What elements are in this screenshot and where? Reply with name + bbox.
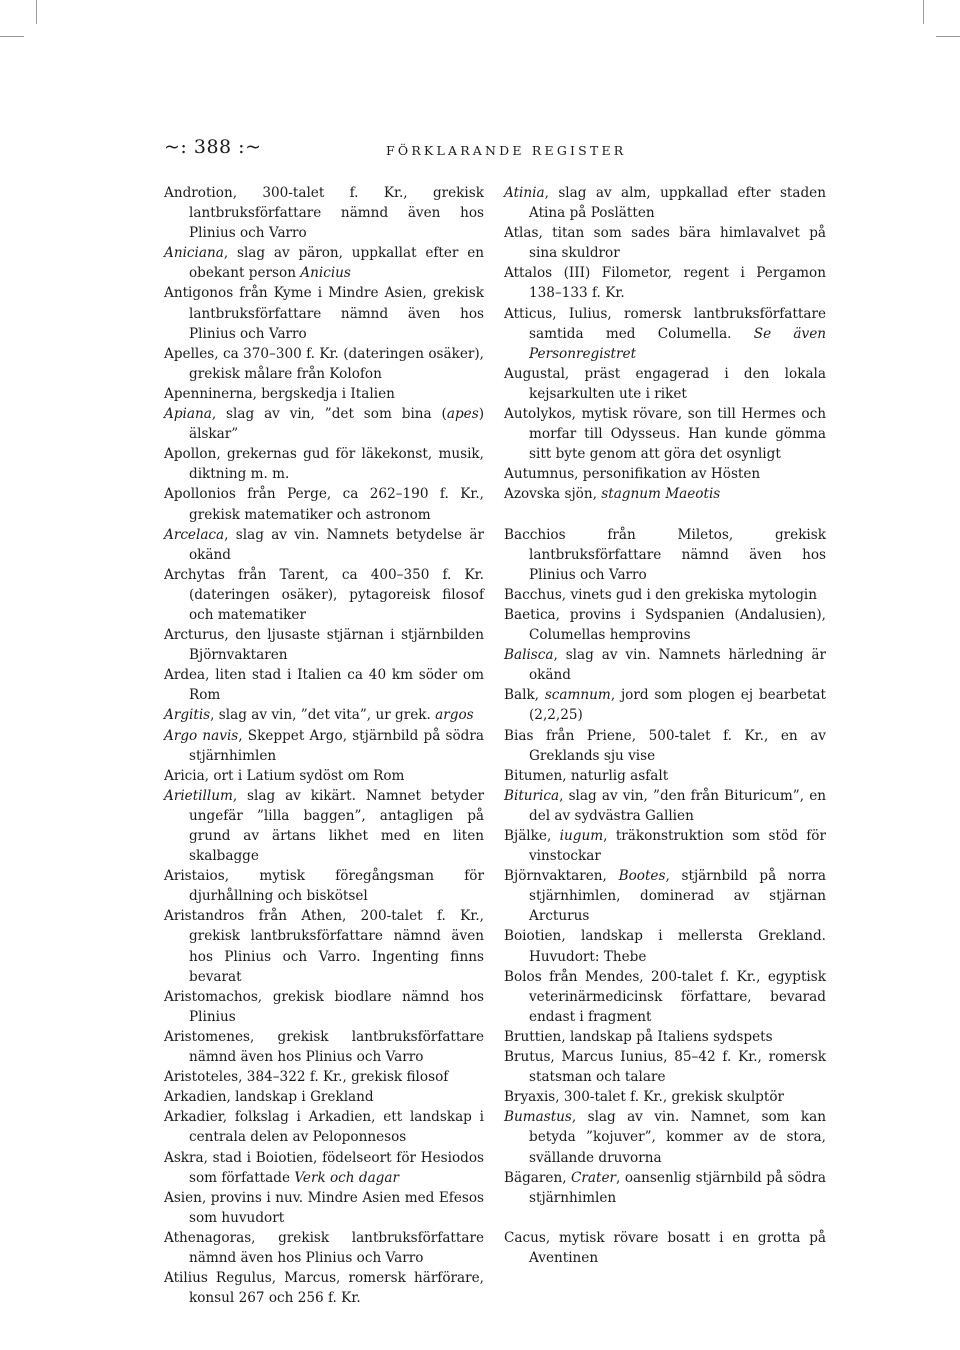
- register-entry: Bumastus, slag av vin. Namnet, som kan betyda ”kojuver”, kommer av de stora, svällande druvorna: [504, 1109, 826, 1166]
- left-column: [164, 183, 484, 1308]
- register-entry: Archytas från Tarent, ca 400–350 f. Kr. (dateringen osäker), pytagoreisk filosof och matematiker: [164, 566, 484, 623]
- register-entry: Arkadier, folkslag i Arkadien, ett landskap i centrala delen av Peloponnesos: [164, 1109, 484, 1146]
- register-entry: Aniciana, slag av päron, uppkallat efter en obekant person Anicius: [164, 245, 484, 282]
- register-entry: Aricia, ort i Latium sydöst om Rom: [164, 767, 405, 784]
- register-entry: Bitumen, naturlig asfalt: [504, 767, 669, 784]
- register-entry: Balisca, slag av vin. Namnets härledning är okänd: [504, 647, 826, 684]
- right-column: [504, 183, 826, 1268]
- register-entry: Baetica, provins i Sydspanien (Andalusien), Columellas hemprovins: [504, 606, 826, 644]
- crop-mark: [923, 0, 924, 24]
- register-entry: Azovska sjön, stagnum Maeotis: [504, 486, 721, 503]
- register-entry: Apollon, grekernas gud för läkekonst, musik, diktning m. m.: [164, 446, 484, 483]
- register-entry: Biturica, slag av vin, ”den från Bituricum”, en del av sydvästra Gallien: [504, 787, 826, 824]
- page-number: ~: 388 :~: [164, 136, 262, 158]
- register-entry: Atilius Regulus, Marcus, romersk härförare, konsul 267 och 256 f. Kr.: [164, 1270, 484, 1307]
- register-entry: Argo navis, Skeppet Argo, stjärnbild på södra stjärnhimlen: [164, 727, 484, 764]
- register-entry: Arcelaca, slag av vin. Namnets betydelse är okänd: [164, 526, 484, 563]
- register-entry: Bruttien, landskap på Italiens sydspets: [504, 1028, 773, 1045]
- register-entry: Asien, provins i nuv. Mindre Asien med Efesos som huvudort: [164, 1189, 484, 1226]
- register-entry: Arcturus, den ljusaste stjärnan i stjärnbilden Björnvaktaren: [164, 627, 484, 664]
- register-entry: Autumnus, personifikation av Hösten: [504, 466, 761, 483]
- running-head: FÖRKLARANDE REGISTER: [386, 143, 627, 158]
- register-entry: Bolos från Mendes, 200-talet f. Kr., egyptisk veterinärmedicinsk författare, bevarad endast i fragment: [504, 968, 826, 1025]
- register-entry: Aristandros från Athen, 200-talet f. Kr., grekisk lantbruksförfattare nämnd även hos Plinius och Varro. Ingenting finns bevarat: [164, 908, 484, 985]
- register-entry: Bacchus, vinets gud i den grekiska mytologin: [504, 586, 818, 603]
- register-entry: Askra, stad i Boiotien, födelseort för Hesiodos som författade Verk och dagar: [164, 1149, 484, 1186]
- register-entry: Augustal, präst engagerad i den lokala kejsarkulten ute i riket: [504, 365, 826, 402]
- register-entry: Ardea, liten stad i Italien ca 40 km söder om Rom: [164, 667, 484, 704]
- register-entry: Aristomenes, grekisk lantbruksförfattare nämnd även hos Plinius och Varro: [164, 1028, 484, 1066]
- register-entry: Apelles, ca 370–300 f. Kr. (dateringen osäker), grekisk målare från Kolofon: [164, 345, 484, 382]
- register-entry: Björnvaktaren, Bootes, stjärnbild på norra stjärnhimlen, dominerad av stjärnan Arcturus: [504, 868, 826, 925]
- register-entry: Attalos (III) Filometor, regent i Pergamon 138–133 f. Kr.: [504, 265, 826, 302]
- entry-gap: [504, 1208, 826, 1228]
- register-entry: Bjälke, iugum, träkonstruktion som stöd för vinstockar: [504, 828, 826, 865]
- register-entry: Bacchios från Miletos, grekisk lantbruksförfattare nämnd även hos Plinius och Varro: [504, 526, 826, 583]
- crop-mark: [36, 0, 37, 24]
- register-entry: Boiotien, landskap i mellersta Grekland. Huvudort: Thebe: [504, 928, 826, 965]
- register-entry: Atticus, Iulius, romersk lantbruksförfattare samtida med Columella. Se även Personregistret: [504, 305, 826, 362]
- register-entry: Athenagoras, grekisk lantbruksförfattare nämnd även hos Plinius och Varro: [164, 1229, 484, 1266]
- entry-gap: [504, 505, 826, 525]
- register-entry: Aristomachos, grekisk biodlare nämnd hos Plinius: [164, 988, 484, 1025]
- register-entry: Apenninerna, bergskedja i Italien: [164, 385, 395, 402]
- register-entry: Arietillum, slag av kikärt. Namnet betyder ungefär ”lilla baggen”, antagligen på grund av ärtans likhet med en liten skalbagge: [164, 787, 484, 865]
- register-entry: Autolykos, mytisk rövare, son till Hermes och morfar till Odysseus. Han kunde gömma sitt byte genom att göra det osynligt: [504, 406, 826, 463]
- register-entry: Bägaren, Crater, oansenlig stjärnbild på södra stjärnhimlen: [504, 1169, 826, 1206]
- register-entry: Balk, scamnum, jord som plogen ej bearbetat (2,2,25): [504, 687, 826, 724]
- register-entry: Atinia, slag av alm, uppkallad efter staden Atina på Poslätten: [504, 185, 826, 222]
- register-entry: Cacus, mytisk rövare bosatt i en grotta på Aventinen: [504, 1229, 826, 1266]
- register-entry: Androtion, 300-talet f. Kr., grekisk lantbruksförfattare nämnd även hos Plinius och Varro: [164, 185, 484, 242]
- register-entry: Aristoteles, 384–322 f. Kr., grekisk filosof: [164, 1069, 449, 1086]
- register-entry: Aristaios, mytisk föregångsman för djurhållning och biskötsel: [164, 868, 484, 905]
- register-entry: Arkadien, landskap i Grekland: [164, 1089, 374, 1106]
- register-entry: Apollonios från Perge, ca 262–190 f. Kr., grekisk matematiker och astronom: [164, 486, 484, 523]
- register-entry: Bryaxis, 300-talet f. Kr., grekisk skulptör: [504, 1089, 785, 1106]
- crop-mark: [936, 36, 960, 37]
- crop-mark: [0, 36, 24, 37]
- register-entry: Antigonos från Kyme i Mindre Asien, grekisk lantbruksförfattare nämnd även hos Plinius och Varro: [164, 285, 484, 342]
- register-entry: Apiana, slag av vin, ”det som bina (apes) älskar”: [164, 406, 484, 443]
- register-entry: Atlas, titan som sades bära himlavalvet på sina skuldror: [504, 225, 826, 262]
- register-entry: Bias från Priene, 500-talet f. Kr., en av Greklands sju vise: [504, 727, 826, 764]
- register-entry: Argitis, slag av vin, ”det vita”, ur grek. argos: [164, 707, 474, 724]
- register-entry: Brutus, Marcus Iunius, 85–42 f. Kr., romersk statsman och talare: [504, 1049, 826, 1086]
- page-header: [164, 136, 800, 166]
